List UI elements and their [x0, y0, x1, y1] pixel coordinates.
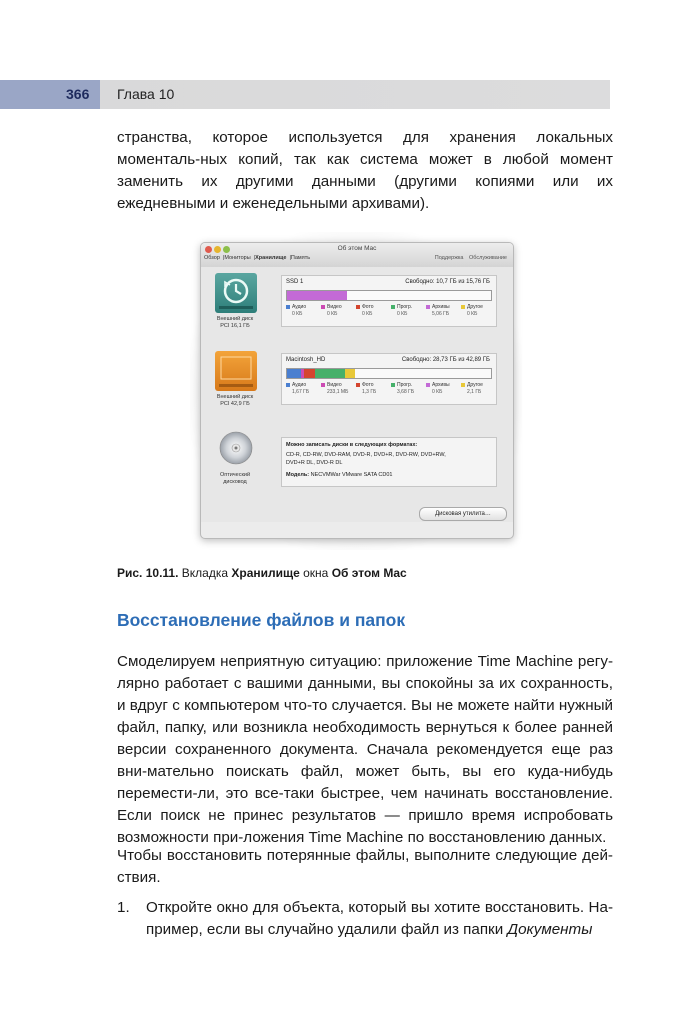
- swatch: [321, 305, 325, 309]
- paragraph-2: Чтобы восстановить потерянные файлы, выполните следующие дей-ствия.: [117, 847, 613, 886]
- tab-displays[interactable]: Мониторы: [224, 255, 251, 261]
- tab-memory[interactable]: Память: [290, 255, 311, 261]
- legend-video: [321, 304, 355, 318]
- legend-name: Фото: [362, 382, 374, 388]
- legend-name: Архивы: [432, 304, 450, 310]
- drive-row-optical: [201, 427, 513, 507]
- swatch: [391, 383, 395, 387]
- list-item-1-text: Откройте окно для объекта, который вы хотите восстановить. На-пример, если вы случайно удалили файл из папки Документы: [146, 899, 613, 938]
- legend-name: Другое: [467, 304, 483, 310]
- legend-value: 0 КБ: [327, 311, 338, 317]
- legend-apps: [391, 382, 425, 396]
- drive-2-usage-bar: [286, 368, 492, 379]
- drive-2-name: Macintosh_HD: [286, 357, 326, 363]
- drive-2-audio-segment: [287, 369, 301, 378]
- swatch: [286, 383, 290, 387]
- legend-name: Видео: [327, 304, 342, 310]
- legend-other: [461, 382, 495, 396]
- legend-value: 5,06 ГБ: [432, 311, 450, 317]
- model-label: Модель:: [286, 472, 310, 478]
- window-titlebar: [201, 243, 513, 268]
- drive-2-apps-segment: [315, 369, 345, 378]
- legend-name: Видео: [327, 382, 342, 388]
- model-value: NECVMWar VMware SATA CD01: [310, 472, 393, 478]
- drive-1-label: [207, 316, 263, 330]
- window-tabs: Обзор |Мониторы |Хранилище |Память: [204, 255, 311, 261]
- support-link[interactable]: Поддержка: [434, 255, 464, 261]
- legend-photo: [356, 304, 390, 318]
- caption-bold-2: Об этом Mac: [331, 566, 407, 580]
- drive-2-photo-segment: [304, 369, 315, 378]
- drive-1-info: [281, 275, 497, 327]
- legend-value: 0 КБ: [397, 311, 408, 317]
- legend-photo: [356, 382, 390, 396]
- drive-row-macintosh-hd: [201, 349, 513, 429]
- legend-value: 2,1 ГБ: [467, 389, 482, 395]
- legend-value: 0 КБ: [432, 389, 443, 395]
- swatch: [461, 383, 465, 387]
- optical-disc-icon: [215, 429, 257, 469]
- legend-name: Аудио: [292, 304, 307, 310]
- formats-line-2: DVD+R DL, DVD-R DL: [286, 460, 343, 466]
- legend-name: Фото: [362, 304, 374, 310]
- legend-value: 0 КБ: [362, 311, 373, 317]
- legend-video: [321, 382, 355, 396]
- drive-1-usage-bar: [286, 290, 492, 301]
- caption-part-2: окна: [299, 566, 332, 580]
- service-link[interactable]: Обслуживание: [469, 255, 507, 261]
- drive-2-size: PCI 42,9 ГБ: [220, 401, 250, 407]
- tab-storage[interactable]: Хранилище: [255, 255, 287, 261]
- legend-name: Другое: [467, 382, 483, 388]
- hard-drive-icon: [215, 351, 257, 391]
- swatch: [286, 305, 290, 309]
- legend-name: Архивы: [432, 382, 450, 388]
- swatch: [461, 305, 465, 309]
- optical-label: [207, 472, 263, 486]
- legend-audio: [286, 304, 320, 318]
- optical-type: Оптический: [219, 472, 251, 478]
- drive-row-ssd1: [201, 271, 513, 351]
- paragraph-1: Смоделируем неприятную ситуацию: приложение Time Machine регу-лярно работает с вашими данными, вы спокойны за их сохранность, и вдруг с компьютером что-то случается. Вы не можете найти нужный файл, папку, или возникла необходимость вернуться к более ранней версии сохраненного документа. Сначала рекомендуется еще раз вни-мательно поискать файл, может быть, вы его куда-нибудь перемести-ли, это все-таки быстрее, чем начинать восстановление. Если поиск не принес результатов — пришло время испробовать возможности при-ложения Time Machine по восстановлению данных.: [117, 653, 613, 846]
- figure-screenshot: [190, 232, 522, 550]
- swatch: [356, 305, 360, 309]
- disk-utility-button[interactable]: Дисковая утилита…: [419, 507, 507, 521]
- folder-name: Документы: [507, 921, 593, 938]
- drive-2-info: [281, 353, 497, 405]
- caption-part-1: Вкладка: [178, 566, 232, 580]
- legend-value: 0 КБ: [292, 311, 303, 317]
- caption-prefix: Рис. 10.11.: [117, 566, 179, 580]
- model-line: [286, 471, 392, 479]
- list-item-1-number: 1.: [117, 899, 130, 916]
- swatch: [321, 383, 325, 387]
- drive-2-other-segment: [345, 369, 355, 378]
- window-links: [431, 255, 507, 261]
- drive-1-free: Свободно: 10,7 ГБ из 15,76 ГБ: [405, 279, 490, 285]
- legend-apps: [391, 304, 425, 318]
- time-machine-drive-icon: [215, 273, 257, 313]
- legend-name: Прогр.: [397, 304, 413, 310]
- optical-info: [281, 437, 497, 487]
- tab-overview[interactable]: Обзор: [204, 255, 220, 261]
- drive-2-label: [207, 394, 263, 408]
- section-title: Восстановление файлов и папок: [117, 610, 406, 630]
- optical-type-2: дисковод: [223, 479, 247, 485]
- swatch: [426, 383, 430, 387]
- caption-bold-1: Хранилище: [231, 566, 300, 580]
- legend-name: Прогр.: [397, 382, 413, 388]
- page-number: 366: [66, 86, 90, 102]
- legend-value: 233,1 МБ: [327, 389, 349, 395]
- legend-audio: [286, 382, 320, 396]
- legend-value: 1,3 ГБ: [362, 389, 377, 395]
- legend-value: 3,68 ГБ: [397, 389, 415, 395]
- legend-archives: [426, 304, 460, 318]
- swatch: [426, 305, 430, 309]
- swatch: [356, 383, 360, 387]
- chapter-title: Глава 10: [117, 86, 175, 102]
- swatch: [391, 305, 395, 309]
- drive-1-name: SSD 1: [286, 279, 304, 285]
- drive-2-type: Внешний диск: [216, 394, 254, 400]
- legend-archives: [426, 382, 460, 396]
- window-title: Об этом Mac: [337, 245, 377, 252]
- drive-1-size: PCI 16,1 ГБ: [220, 323, 250, 329]
- storage-panel: [201, 267, 513, 522]
- drive-1-archives-segment: [287, 291, 347, 300]
- legend-value: 0 КБ: [467, 311, 478, 317]
- drive-1-type: Внешний диск: [216, 316, 254, 322]
- about-mac-window: [200, 242, 514, 539]
- figure-caption: [117, 566, 407, 580]
- page-header: [0, 80, 610, 109]
- legend-name: Аудио: [292, 382, 307, 388]
- formats-line-1: CD-R, CD-RW, DVD-RAM, DVD-R, DVD+R, DVD-RW, DVD+RW,: [286, 452, 446, 458]
- intro-paragraph: странства, которое используется для хранения локальных моменталь-ных копий, так как система может в любой момент заменить их другими данными (другими копиями или их ежедневными и еженедельными архивами).: [117, 129, 613, 212]
- legend-other: [461, 304, 495, 318]
- legend-value: 1,67 ГБ: [292, 389, 310, 395]
- drive-2-free: Свободно: 28,73 ГБ из 42,89 ГБ: [401, 357, 490, 363]
- formats-title: Можно записать диски в следующих форматах:: [286, 442, 418, 448]
